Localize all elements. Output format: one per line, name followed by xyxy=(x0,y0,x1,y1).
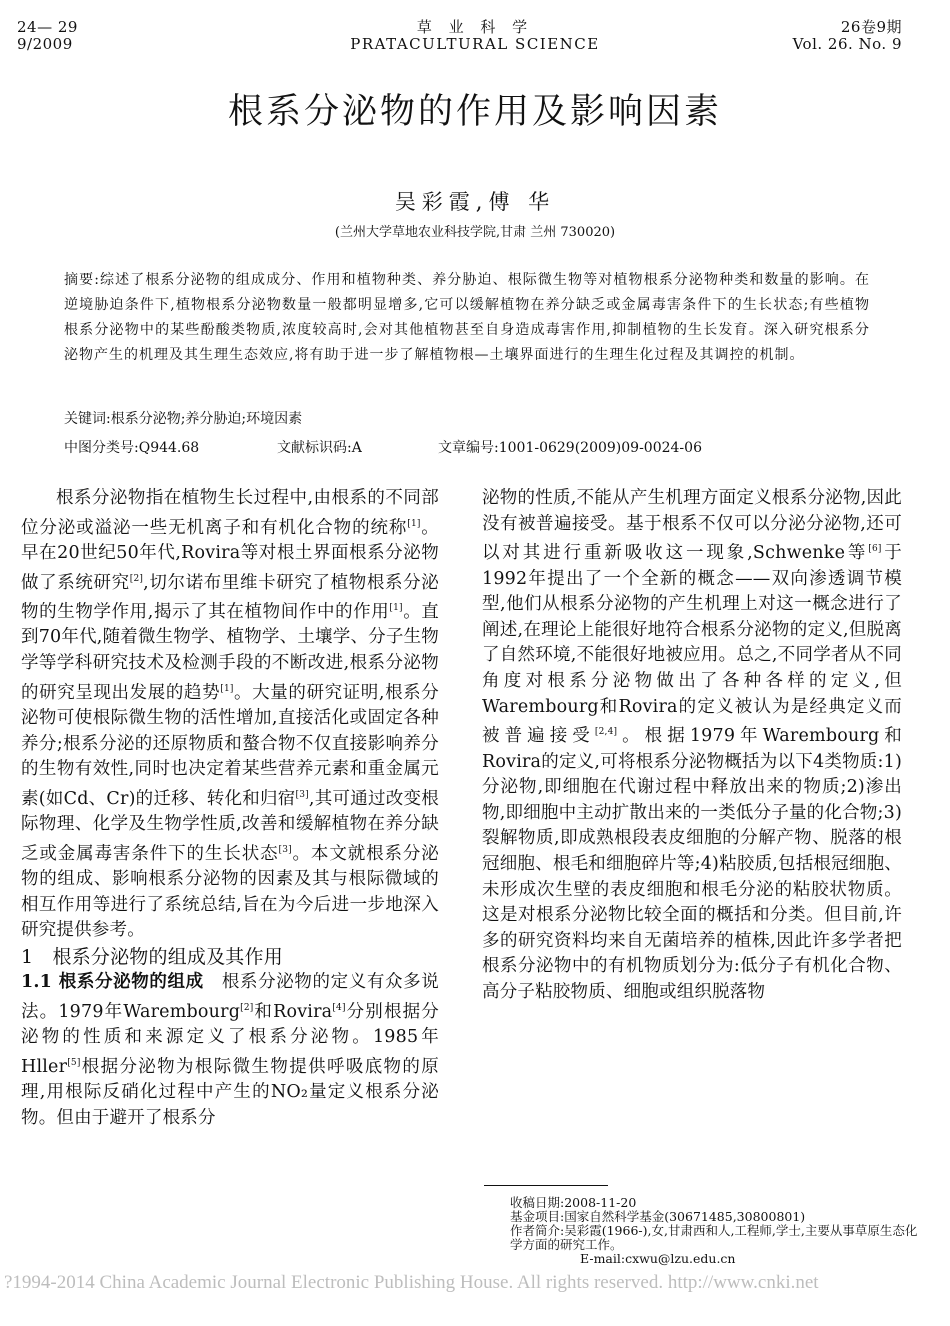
text-run: 分别根据分泌物的性质和来源定义了根系分泌物。1985年Hller xyxy=(21,1001,440,1077)
text-run: 。本文就根系分泌物的组成、影响根系分泌物的因素及其与根际微域的相互作用等进行了系统总结,旨在为今后进一步地深入研究提供参考。 xyxy=(21,843,439,941)
volume-number: Vol. 26. No. 9 xyxy=(792,35,902,53)
text-run: 。大量的研究证明,根系分泌物可使根际微生物的活性增加,直接活化或固定各种养分;根系分泌的还原物质和螯合物不仅直接影响养分的生物有效性,同时也决定着某些营养元素和重金属元素(如Cd、Cr)的迁移、转化和归宿 xyxy=(21,682,439,809)
definition-paragraph xyxy=(482,486,902,1006)
keywords-label: 关键词: xyxy=(64,411,111,427)
journal-name-cn: 草 业 科 学 xyxy=(416,18,534,36)
keywords-text: 根系分泌物;养分胁迫;环境因素 xyxy=(110,411,303,427)
footnote xyxy=(510,1196,920,1266)
section-heading: 1 根系分泌物的组成及其作用 xyxy=(21,946,283,969)
subsection-paragraph xyxy=(21,970,439,1131)
text-run: 。直到70年代,随着微生物学、植物学、土壤学、分子生物学等学科研究技术及检测手段的不断改进,根系分泌物的研究呈现出发展的趋势 xyxy=(21,601,440,703)
abstract-text: 综述了根系分泌物的组成成分、作用和植物种类、养分胁迫、根际微生物等对植物根系分泌物种类和数量的影响。在逆境胁迫条件下,植物根系分泌物数量一般都明显增多,它可以缓解植物在养分缺乏或金属毒害条件下的生长状态;有些植物根系分泌物中的某些酚酸类物质,浓度较高时,会对其他植物甚至自身造成毒害作用,抑制植物的生长发育。深入研究根系分泌物产生的机理及其生理生态效应,将有助于进一步了解植物根—土壤界面进行的生理生化过程及其调控的机制。 xyxy=(64,272,871,363)
text-run: 。根据1979年Warembourg和Rovira的定义,可将根系分泌物概括为以下4类物质:1)分泌物,即细胞在代谢过程中释放出来的物质;2)渗出物,即细胞中主动扩散出来的一类低分子量的化合物;3)裂解物质,即成熟根段表皮细胞的分解产物、脱落的根冠细胞、根毛和细胞碎片等;4)粘胶质,包括根冠细胞、未形成次生壁的表皮细胞和根毛分泌的粘胶状物质。这是对根系分泌物比较全面的概括和分类。但目前,许多的研究资料均来自无菌培养的植株,因此许多学者把根系分泌物中的有机物质划分为:低分子有机化合物、高分子粘胶物质、细胞或组织脱落物 xyxy=(482,726,902,1002)
clc-number: 中图分类号:Q944.68 xyxy=(64,440,200,456)
citation: [2] xyxy=(129,573,144,584)
abstract xyxy=(64,268,870,368)
received-date: 收稿日期:2008-11-20 xyxy=(510,1195,637,1210)
issue-cn: 26卷9期 xyxy=(840,18,902,36)
citation: [1] xyxy=(220,683,234,694)
text-run: 根据分泌物为根际微生物提供呼吸底物的原理,用根际反硝化过程中产生的NO₂量定义根系分泌物。但由于避开了根系分 xyxy=(21,1056,439,1128)
citation: [4] xyxy=(332,1002,346,1013)
citation: [2,4] xyxy=(594,727,618,738)
subsection-heading: 1.1 根系分泌物的组成 xyxy=(21,972,204,993)
right-column xyxy=(482,486,902,1006)
text-run: 泌物的性质,不能从产生机理方面定义根系分泌物,因此没有被普遍接受。基于根系不仅可以分泌分泌物,还可以对其进行重新吸收这一现象,Schwenke等 xyxy=(482,488,902,564)
author-bio: 作者简介:吴彩霞(1966-),女,甘肃西和人,工程师,学士,主要从事草原生态化学方面的研究工作。 xyxy=(510,1223,918,1252)
text-run: 根系分泌物指在植物生长过程中,由根系的不同部位分泌或溢泌一些无机离子和有机化合物的统称 xyxy=(21,488,439,538)
text-run: ,切尔诺布里维卡研究了植物根系分泌物的生物学作用,揭示了其在植物间作中的作用 xyxy=(21,572,440,622)
author-email: E-mail:cxwu@lzu.edu.cn xyxy=(580,1251,736,1266)
keywords xyxy=(64,408,302,428)
cnki-watermark: ?1994-2014 China Academic Journal Electronic Publishing House. All rights reserved. http://www.cnki.net xyxy=(4,1272,819,1293)
citation: [1] xyxy=(407,518,421,529)
author-affiliation: (兰州大学草地农业科技学院,甘肃 兰州 730020) xyxy=(334,225,616,240)
intro-paragraph xyxy=(21,486,439,944)
text-run: 和Rovira xyxy=(253,1001,333,1022)
text-run: 。早在20世纪50年代,Rovira等对根土界面根系分泌物做了系统研究 xyxy=(21,517,440,593)
citation: [3] xyxy=(295,789,309,800)
citation: [2] xyxy=(240,1002,254,1013)
citation: [1] xyxy=(389,603,403,614)
fund-project: 基金项目:国家自然科学基金(30671485,30800801) xyxy=(510,1209,806,1224)
issue-date: 9/2009 xyxy=(17,35,73,53)
article-number: 文章编号:1001-0629(2009)09-0024-06 xyxy=(438,440,702,456)
left-column xyxy=(21,486,439,1131)
abstract-label: 摘要: xyxy=(64,272,100,288)
citation: [5] xyxy=(67,1057,81,1068)
document-code: 文献标识码:A xyxy=(277,440,362,456)
citation: [3] xyxy=(278,844,292,855)
citation: [6] xyxy=(868,544,882,555)
article-title: 根系分泌物的作用及影响因素 xyxy=(227,92,722,132)
footnote-divider xyxy=(484,1185,608,1186)
text-run: 于1992年提出了一个全新的概念——双向渗透调节模型,他们从根系分泌物的产生机理上对这一概念进行了阐述,在理论上能很好地符合根系分泌物的定义,但脱离了自然环境,不能很好地被应用。总之,不同学者从不同角度对根系分泌物做出了各种各样的定义,但Warembourg和Rovira的定义被认为是经典定义而被普遍接受 xyxy=(482,543,902,746)
page-range: 24— 29 xyxy=(17,18,78,36)
author-names: 吴彩霞,傅 华 xyxy=(394,190,556,214)
text-run: ,其可通过改变根际物理、化学及生物学性质,改善和缓解植物在养分缺乏或金属毒害条件下的生长状态 xyxy=(21,788,439,864)
text-run: 根系分泌物的定义有众多说法。1979年Warembourg xyxy=(21,972,439,1022)
journal-name-en: PRATACULTURAL SCIENCE xyxy=(350,35,600,53)
